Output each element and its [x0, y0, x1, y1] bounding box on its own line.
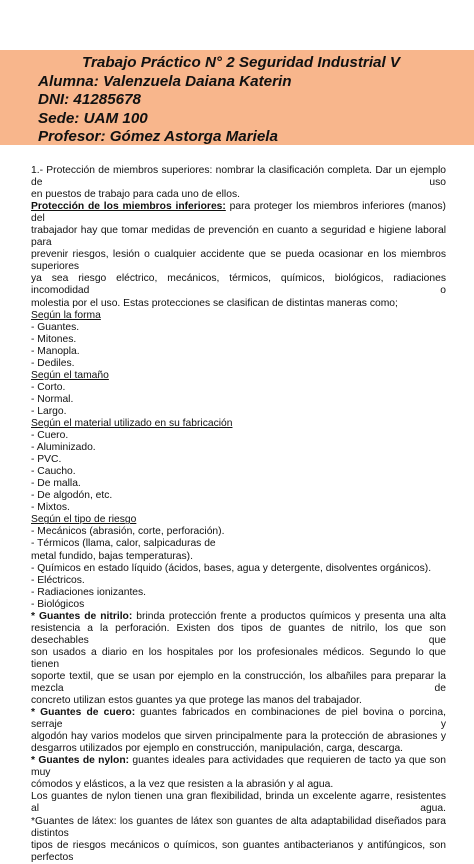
- list-item: - Largo.: [31, 405, 67, 417]
- nitrilo-label: * Guantes de nitrilo:: [31, 610, 133, 622]
- list-item: metal fundido, bajas temperaturas).: [31, 550, 193, 562]
- intro-heading: Protección de los miembros inferiores:: [31, 201, 226, 213]
- section-heading-tamano: Según el tamaño: [31, 369, 109, 381]
- cuero-paragraph-line: * Guantes de cuero: guantes fabricados en combinaciones de piel bovina o porcina, serraje y: [31, 707, 446, 731]
- nylon-paragraph-line: cómodos y elásticos, a la vez que resisten a la abrasión y al agua.: [31, 779, 334, 791]
- list-item: - Biológicos: [31, 598, 85, 610]
- section-heading-forma: Según la forma: [31, 309, 101, 321]
- intro-paragraph-line: molestia por el uso. Estas protecciones se clasifican de distintas maneras como;: [31, 297, 398, 309]
- list-item: - Mitones.: [31, 333, 77, 345]
- list-item: - Guantes.: [31, 321, 80, 333]
- list-item: - Mixtos.: [31, 502, 70, 514]
- professor-name: Profesor: Gómez Astorga Mariela: [38, 128, 278, 146]
- list-item: - Químicos en estado líquido (ácidos, bases, agua y detergente, disolventes orgánicos).: [31, 562, 432, 574]
- intro-paragraph-line: prevenir riesgos, lesión o cualquier accidente que se pueda ocasionar en los miembros superiores: [31, 249, 446, 273]
- intro-paragraph-line: trabajador hay que tomar medidas de prevención en cuanto a seguridad e higiene laboral para: [31, 225, 446, 249]
- campus: Sede: UAM 100: [38, 109, 148, 127]
- question-1: 1.- Protección de miembros superiores: nombrar la clasificación completa. Dar un ejemplo de uso: [31, 165, 446, 189]
- list-item: - De algodón, etc.: [31, 490, 113, 502]
- section-heading-material: Según el material utilizado en su fabricación: [31, 417, 233, 429]
- nitrilo-paragraph-line: resistencia a la perforación. Existen dos tipos de guantes de nitrilo, los que son desechables que: [31, 622, 446, 646]
- nylon-paragraph-line: Los guantes de nylon tienen una gran flexibilidad, brinda un excelente agarre, resistentes al agua.: [31, 791, 446, 815]
- latex-paragraph-line: tipos de riesgos mecánicos o químicos, son guantes antibacterianos y antifúngicos, son perfectos: [31, 839, 446, 863]
- document-title: Trabajo Práctico N° 2 Seguridad Industrial V: [82, 54, 401, 71]
- intro-paragraph-line: ya sea riesgo eléctrico, mecánicos, térmicos, químicos, biológicos, radiaciones incomodidad o: [31, 273, 446, 297]
- list-item: - Radiaciones ionizantes.: [31, 586, 147, 598]
- list-item: - Térmicos (llama, calor, salpicaduras de: [31, 538, 216, 550]
- list-item: - PVC.: [31, 454, 62, 466]
- nitrilo-paragraph-line: * Guantes de nitrilo: brinda protección frente a productos químicos y presenta una alta: [31, 610, 446, 622]
- intro-paragraph-line: Protección de los miembros inferiores: para proteger los miembros inferiores (manos) del: [31, 201, 446, 225]
- cuero-label: * Guantes de cuero:: [31, 707, 136, 719]
- student-dni: DNI: 41285678: [38, 91, 142, 109]
- student-name: Alumna: Valenzuela Daiana Katerin: [38, 72, 292, 90]
- list-item: - Normal.: [31, 393, 74, 405]
- list-item: - Caucho.: [31, 466, 76, 478]
- list-item: - Cuero.: [31, 430, 69, 442]
- section-heading-riesgo: Según el tipo de riesgo: [31, 514, 137, 526]
- question-1-cont: en puestos de trabajo para cada uno de ellos.: [31, 189, 240, 201]
- nitrilo-paragraph-line: soporte textil, que se usan por ejemplo en la construcción, los albañiles para preparar la mezcla de: [31, 670, 446, 695]
- cuero-paragraph-line: desgarros utilizados por ejemplo en construcción, manipulación, carga, descarga.: [31, 743, 404, 755]
- list-item: - Mecánicos (abrasión, corte, perforación).: [31, 526, 225, 538]
- list-item: - Manopla.: [31, 345, 80, 357]
- nylon-paragraph-line: * Guantes de nylon: guantes ideales para actividades que requieren de tacto ya que son muy: [31, 755, 446, 779]
- list-item: - Aluminizado.: [31, 442, 96, 454]
- nylon-label: * Guantes de nylon:: [31, 755, 130, 767]
- nitrilo-paragraph-line: concreto utilizan estos guantes ya que protege las manos del trabajador.: [31, 695, 362, 707]
- document-header: [38, 54, 458, 147]
- document-body: [31, 165, 446, 864]
- list-item: - De malla.: [31, 478, 81, 490]
- cuero-paragraph-line: algodón hay varios modelos que sirven principalmente para la protección de abrasiones y: [31, 731, 446, 743]
- latex-paragraph-line: *Guantes de látex: los guantes de látex son guantes de alta adaptabilidad diseñados para distintos: [31, 815, 446, 839]
- list-item: - Dediles.: [31, 357, 75, 369]
- list-item: - Eléctricos.: [31, 574, 85, 586]
- nitrilo-paragraph-line: son usados a diario en los hospitales por los profesionales médicos. Segundo lo que tienen: [31, 646, 446, 670]
- list-item: - Corto.: [31, 381, 66, 393]
